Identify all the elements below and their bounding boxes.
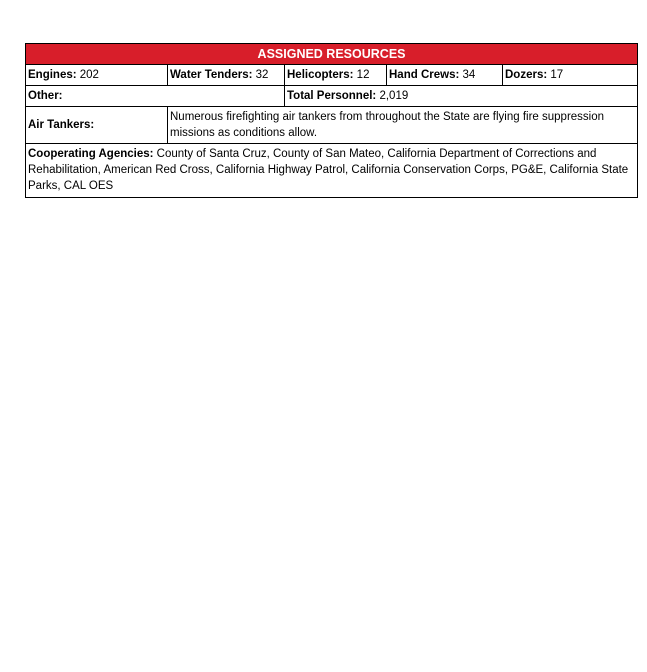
dozers-cell	[503, 65, 638, 86]
other-cell	[26, 86, 285, 107]
total-personnel-value: 2,019	[379, 90, 409, 102]
engines-cell	[26, 65, 168, 86]
cooperating-agencies-label: Cooperating Agencies:	[28, 148, 154, 160]
hand-crews-cell	[387, 65, 503, 86]
hand-crews-value: 34	[462, 69, 476, 81]
engines-value: 202	[79, 69, 99, 81]
dozers-label: Dozers:	[505, 69, 548, 81]
helicopters-label: Helicopters:	[287, 69, 354, 81]
helicopters-cell	[285, 65, 387, 86]
water-tenders-value: 32	[255, 69, 269, 81]
header-row	[26, 44, 638, 65]
water-tenders-label: Water Tenders:	[170, 69, 253, 81]
dozers-value: 17	[550, 69, 564, 81]
cooperating-agencies-row	[26, 144, 638, 198]
other-label: Other:	[28, 90, 63, 102]
cooperating-agencies-value: County of Santa Cruz, County of San Mateo, California Department of Corrections and Rehabilitation, American Red Cross, California Highway Patrol, California Conservation Corps, PG&E, California State Parks, CAL OES	[28, 148, 629, 192]
helicopters-value: 12	[356, 69, 370, 81]
engines-label: Engines:	[28, 69, 77, 81]
cooperating-agencies-cell	[26, 144, 638, 198]
air-tankers-label: Air Tankers:	[28, 119, 95, 131]
air-tankers-label-cell	[26, 107, 168, 144]
hand-crews-label: Hand Crews:	[389, 69, 460, 81]
total-personnel-cell	[285, 86, 638, 107]
resource-counts-row	[26, 65, 638, 86]
total-personnel-label: Total Personnel:	[287, 90, 377, 102]
air-tankers-row	[26, 107, 638, 144]
assigned-resources-table	[25, 43, 638, 198]
other-personnel-row	[26, 86, 638, 107]
water-tenders-cell	[168, 65, 285, 86]
table-title: ASSIGNED RESOURCES	[26, 44, 638, 65]
air-tankers-description: Numerous firefighting air tankers from throughout the State are flying fire suppression missions as conditions allow.	[168, 107, 638, 144]
